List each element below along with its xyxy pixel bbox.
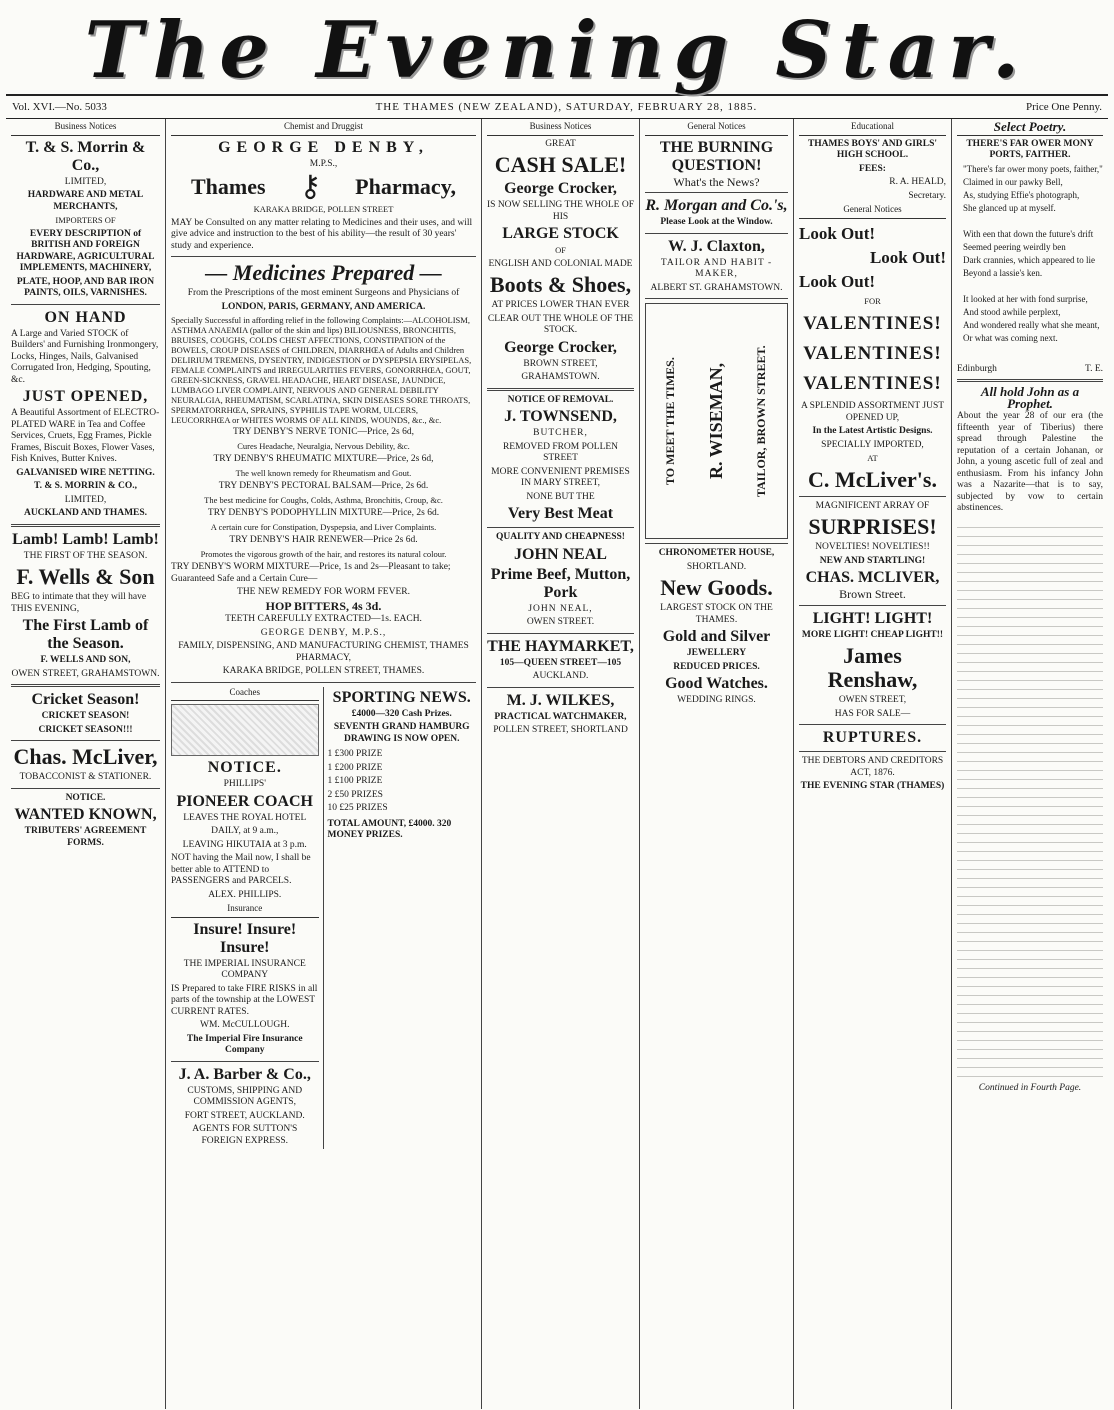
large-stock-heading: LARGE STOCK bbox=[502, 225, 619, 242]
text: TRIBUTERS' AGREEMENT FORMS. bbox=[24, 826, 147, 848]
morrin-heading: T. & S. Morrin & Co., bbox=[25, 138, 146, 174]
text: Thames bbox=[191, 174, 266, 199]
text: THE FIRST OF THE SEASON. bbox=[23, 550, 148, 561]
text: OWEN STREET, GRAHAMSTOWN. bbox=[11, 668, 160, 679]
text: GRAHAMSTOWN. bbox=[521, 372, 600, 382]
text: LEAVES THE ROYAL HOTEL bbox=[183, 812, 307, 823]
mcliver-heading: C. McLiver's. bbox=[808, 466, 937, 492]
text: JEWELLERY bbox=[686, 648, 747, 658]
text: R. WISEMAN, bbox=[705, 362, 726, 480]
text: JOHN NEAL, bbox=[528, 603, 593, 614]
text: The Imperial Fire Insurance Company bbox=[186, 1033, 303, 1055]
text: From the Prescriptions of the most eminent Surgeons and Physicians of bbox=[187, 288, 460, 298]
prize-row: 1 £100 PRIZE bbox=[327, 776, 383, 786]
text: CRICKET SEASON! bbox=[41, 711, 130, 721]
insure-heading: Insure! Insure! Insure! bbox=[193, 920, 297, 956]
text: AUCKLAND. bbox=[532, 671, 589, 681]
price: Price One Penny. bbox=[1026, 101, 1102, 113]
text: George Crocker, bbox=[504, 338, 617, 356]
text: 105—QUEEN STREET—105 bbox=[499, 657, 622, 668]
poem-line: "There's far ower mony poets, faither," bbox=[963, 163, 1103, 174]
notice-heading: NOTICE. bbox=[207, 759, 282, 776]
text: Pharmacy, bbox=[355, 174, 456, 199]
barber-heading: J. A. Barber & Co., bbox=[178, 1065, 311, 1083]
poem-line: Seemed peering weirdly ben bbox=[963, 241, 1066, 252]
divider bbox=[11, 304, 160, 305]
neal-heading: JOHN NEAL bbox=[514, 545, 607, 563]
volume-number: Vol. XVI.—No. 5033 bbox=[12, 101, 107, 113]
column-header: Chemist and Druggist bbox=[171, 121, 476, 136]
divider bbox=[487, 527, 634, 528]
text: AUCKLAND AND THAMES. bbox=[23, 508, 148, 518]
divider bbox=[487, 388, 634, 391]
text: SHORTLAND. bbox=[686, 561, 747, 572]
poem-line: Or what was coming next. bbox=[963, 332, 1058, 343]
wiseman-advert bbox=[645, 303, 788, 539]
text: NOTICE. bbox=[65, 792, 106, 803]
text: T. & S. MORRIN & CO., bbox=[33, 481, 137, 491]
text: NOTICE OF REMOVAL. bbox=[507, 394, 614, 405]
text: Brown Street. bbox=[839, 587, 906, 601]
poem-line: Beyond a lassie's ken. bbox=[963, 267, 1043, 278]
text: AT bbox=[867, 453, 878, 463]
townsend-heading: J. TOWNSEND, bbox=[504, 408, 617, 425]
text: Promotes the vigorous growth of the hair, and restores its natural colour. bbox=[200, 548, 447, 559]
text: BUTCHER, bbox=[533, 428, 588, 438]
text: SEVENTH GRAND HAMBURG DRAWING IS NOW OPEN. bbox=[333, 722, 470, 744]
text: FEES: bbox=[859, 163, 886, 174]
text: KARAKA BRIDGE, POLLEN STREET bbox=[253, 204, 394, 214]
text: CLEAR OUT THE WHOLE OF THE STOCK. bbox=[487, 313, 634, 335]
text: M.P.S., bbox=[309, 158, 338, 169]
text: TEETH CAREFULLY EXTRACTED—1s. EACH. bbox=[225, 614, 422, 624]
poem-line: She glanced up at myself. bbox=[963, 202, 1056, 213]
watches-heading: Good Watches. bbox=[665, 675, 768, 692]
text: TRY DENBY'S HAIR RENEWER—Price 2s 6d. bbox=[229, 535, 418, 545]
just-opened-heading: JUST OPENED, bbox=[22, 388, 149, 405]
wanted-heading: WANTED KNOWN, bbox=[14, 806, 157, 823]
column-business-notices-2 bbox=[482, 119, 640, 1409]
surprises-heading: SURPRISES! bbox=[808, 514, 937, 539]
text: EVERY DESCRIPTION of BRITISH AND FOREIGN HARDWARE, AGRICULTURAL IMPLEMENTS, MACHINERY, bbox=[16, 228, 155, 273]
text: PRACTICAL WATCHMAKER, bbox=[494, 711, 627, 722]
column-header: General Notices bbox=[799, 204, 946, 219]
text: FAMILY, DISPENSING, AND MANUFACTURING CHEMIST, THAMES PHARMACY, bbox=[178, 641, 469, 663]
text: GREAT bbox=[545, 138, 576, 149]
text: HAS FOR SALE— bbox=[834, 708, 911, 719]
text: Please Look at the Window. bbox=[660, 217, 773, 227]
divider bbox=[487, 687, 634, 688]
column-header: General Notices bbox=[645, 121, 788, 136]
text: A SPLENDID ASSORTMENT JUST OPENED UP, bbox=[800, 401, 945, 423]
poem-line: With een that down the future's drift bbox=[963, 228, 1094, 239]
text: TRY DENBY'S RHEUMATIC MIXTURE—Price, 2s 6d, bbox=[213, 454, 434, 464]
text: IS NOW SELLING THE WHOLE OF HIS bbox=[487, 200, 634, 222]
text: GALVANISED WIRE NETTING. bbox=[16, 467, 155, 478]
light-heading: LIGHT! LIGHT! bbox=[812, 609, 933, 627]
text: SPECIALLY IMPORTED, bbox=[821, 439, 924, 450]
column-header: Business Notices bbox=[487, 121, 634, 136]
pioneer-heading: PIONEER COACH bbox=[176, 792, 313, 810]
text: ENGLISH AND COLONIAL MADE bbox=[488, 258, 633, 269]
renshaw-heading: James Renshaw, bbox=[827, 643, 918, 692]
text: NOT having the Mail now, I shall be better able to ATTEND to PASSENGERS and PARCELS. bbox=[171, 853, 311, 886]
column-header: Educational bbox=[799, 121, 946, 136]
divider bbox=[799, 496, 946, 497]
lamb-heading: Lamb! Lamb! Lamb! bbox=[12, 530, 159, 548]
burning-question-heading: THE BURNING QUESTION! bbox=[659, 138, 774, 174]
prize-row: 2 £50 PRIZES bbox=[327, 789, 383, 800]
text: MAY be Consulted on any matter relating to Medicines and their uses, and will give advice and instruction to the best of his ability—the result of 30 years' study and experience. bbox=[171, 217, 473, 251]
column-business-notices-1 bbox=[6, 119, 166, 1409]
text: HOP BITTERS, 4s 3d. bbox=[265, 598, 382, 613]
text: The best medicine for Coughs, Colds, Asthma, Bronchitis, Croup, &c. bbox=[204, 494, 443, 505]
poem-line: And stood awhile perplext, bbox=[963, 306, 1061, 317]
column-general-notices bbox=[640, 119, 794, 1409]
text: OWEN STREET. bbox=[526, 617, 595, 627]
valentines-heading: VALENTINES! bbox=[803, 313, 942, 334]
text: ALBERT ST. GRAHAMSTOWN. bbox=[650, 282, 783, 293]
text: TOBACCONIST & STATIONER. bbox=[19, 772, 152, 782]
text: F. WELLS AND SON, bbox=[40, 655, 131, 665]
text: BEG to intimate that they will have THIS EVENING, bbox=[11, 592, 147, 614]
medicines-heading: — Medicines Prepared — bbox=[205, 260, 442, 285]
cricket-heading: Cricket Season! bbox=[31, 691, 140, 708]
text: THE DEBTORS AND CREDITORS ACT, 1876. bbox=[801, 756, 944, 778]
text: MORE CONVENIENT PREMISES IN MARY STREET, bbox=[491, 466, 630, 488]
on-hand-heading: ON HAND bbox=[44, 308, 127, 326]
denby-heading: GEORGE DENBY, bbox=[218, 138, 429, 156]
pharmacy-title bbox=[171, 172, 476, 202]
text: NEW AND STARTLING! bbox=[819, 555, 926, 566]
coach-illustration bbox=[171, 704, 319, 756]
divider bbox=[645, 298, 788, 299]
text: MAGNIFICENT ARRAY OF bbox=[815, 500, 930, 511]
divider bbox=[171, 256, 476, 257]
poem-line: As, studying Effie's photograph, bbox=[963, 189, 1080, 200]
divider bbox=[11, 788, 160, 789]
column-header: Insurance bbox=[171, 903, 319, 918]
wilkes-heading: M. J. WILKES, bbox=[506, 691, 615, 709]
poem-title: THERE'S FAR OWER MONY PORTS, FAITHER. bbox=[966, 138, 1094, 160]
text: DAILY, at 9 a.m., bbox=[211, 826, 279, 836]
text: TRY DENBY'S PODOPHYLLIN MIXTURE—Price, 2s 6d. bbox=[207, 508, 440, 518]
dateline bbox=[6, 96, 1108, 119]
text: THE EVENING STAR (THAMES) bbox=[800, 781, 945, 791]
boots-heading: Boots & Shoes, bbox=[489, 272, 632, 297]
divider bbox=[799, 751, 946, 752]
masthead-title: The Evening Star. bbox=[84, 5, 1030, 96]
text: REMOVED FROM POLLEN STREET bbox=[502, 441, 619, 463]
poem bbox=[957, 164, 1103, 344]
meat-heading: Very Best Meat bbox=[507, 505, 614, 522]
text: R. A. HEALD, bbox=[889, 177, 946, 187]
prophet-heading: All hold John as a Prophet. bbox=[980, 384, 1080, 411]
text: WEDDING RINGS. bbox=[677, 695, 756, 705]
masthead bbox=[6, 6, 1108, 96]
article-text: About the year 28 of our era (the fifteenth year of Tiberius) there spread through Palestine the reputation of a certain Johanan, or John, a young ascetic full of zeal and enthusiasm. From his infancy John was a Nazarite—that is to say, subjected by vow to certain abstinences. bbox=[957, 411, 1103, 513]
ruptures-heading: RUPTURES. bbox=[822, 729, 923, 746]
sporting-news bbox=[324, 687, 477, 1150]
text: £4000—320 Cash Prizes. bbox=[351, 708, 452, 719]
column-header: Business Notices bbox=[11, 121, 160, 136]
look-out-1: Look Out! bbox=[799, 223, 876, 243]
text: TOTAL AMOUNT, £4000. 320 MONEY PRIZES. bbox=[327, 818, 452, 840]
text: Continued in Fourth Page. bbox=[978, 1082, 1082, 1093]
look-out-3: Look Out! bbox=[799, 271, 876, 291]
text: IS Prepared to take FIRE RISKS in all parts of the township at the LOWEST CURRENT RATES. bbox=[171, 983, 318, 1017]
text: LIMITED, bbox=[64, 176, 107, 187]
text: CRICKET SEASON!!! bbox=[38, 724, 133, 735]
first-lamb-heading: The First Lamb of the Season. bbox=[22, 617, 149, 652]
text: POLLEN STREET, SHORTLAND bbox=[493, 725, 628, 735]
text: Specially Successful in affording relief in the following Complaints:—ALCOHOLISM, ASTHMA ANAEMIA (pallor of the skin and lips) BILIOUSNESS, BRONCHITIS, BRUISES, COUGHS, COLDS CHEST AFFECTIONS, CONSTIPATION of the BOWELS, CROUP DISEASES of CHILDREN, DIARRHŒA of Adults and Children DELIRIUM TREMENS, DYSENTRY, INDIGESTION or DYSPEPSIA ERYSIPELAS, FEMALE COMPLAINTS and IRREGULARITIES FEVERS, GONORRHŒA, GOUT, GREEN-SICKNESS, GRAVEL HEADACHE, HEART DISEASE, JAUNDICE, LUMBAGO LIVER COMPLAINT, NERVOUS AND GENERAL DEBILITY NEURALGIA, RHEUMATISM, SCARLATINA, SKIN DISEASES SORE THROATS, SPERMATORRHŒA, SPRAINS, SYPHILIS TAPE WORM, ULCERS, LEUCORRHŒA or WHITES WORMS OF ALL KINDS, WOUNDS, &c., &c. bbox=[171, 315, 472, 425]
divider bbox=[11, 740, 160, 741]
sporting-heading: SPORTING NEWS. bbox=[332, 688, 471, 706]
text: TRY DENBY'S PECTORAL BALSAM—Price, 2s 6d. bbox=[218, 481, 429, 491]
lower-split bbox=[171, 687, 476, 1150]
text: THE NEW REMEDY FOR WORM FEVER. bbox=[237, 587, 410, 597]
text: T. E. bbox=[1084, 363, 1103, 374]
wells-heading: F. Wells & Son bbox=[16, 564, 155, 589]
text: A certain cure for Constipation, Dyspepsia, and Liver Complaints. bbox=[210, 521, 437, 532]
text: FOR bbox=[864, 295, 881, 306]
divider bbox=[799, 605, 946, 606]
text: TO MEET THE TIMES. bbox=[663, 357, 678, 485]
text: TRY DENBY'S NERVE TONIC—Price, 2s 6d, bbox=[232, 427, 414, 437]
prize-list bbox=[328, 749, 477, 815]
column-header: Select Poetry. bbox=[957, 121, 1103, 136]
text: TAILOR, BROWN STREET. bbox=[754, 345, 769, 497]
text: CUSTOMS, SHIPPING AND COMMISSION AGENTS, bbox=[187, 1085, 303, 1107]
divider bbox=[11, 684, 160, 687]
text: What's the News? bbox=[673, 174, 760, 189]
text: PHILLIPS' bbox=[223, 779, 266, 789]
text: KARAKA BRIDGE, POLLEN STREET, THAMES. bbox=[222, 666, 425, 676]
gold-silver-heading: Gold and Silver bbox=[662, 628, 771, 645]
morgan-heading: R. Morgan and Co.'s, bbox=[645, 197, 788, 214]
poem-signature bbox=[957, 364, 1103, 376]
text: OWEN STREET, bbox=[838, 695, 907, 705]
text: Prime Beef, Mutton, Pork bbox=[490, 565, 631, 601]
valentines-heading: VALENTINES! bbox=[803, 373, 942, 394]
crocker-heading: George Crocker, bbox=[504, 180, 617, 197]
text: IMPORTERS OF bbox=[55, 215, 116, 225]
text: TAILOR AND HABIT - MAKER, bbox=[660, 257, 773, 279]
text: Cures Headache, Neuralgia, Nervous Debility, &c. bbox=[237, 440, 410, 451]
poem-line: Dark crannies, which appeared to lie bbox=[963, 254, 1095, 265]
column-poetry bbox=[952, 119, 1108, 1409]
poem-line: Claimed in our pawky Bell, bbox=[963, 176, 1063, 187]
text: PLATE, HOOP, AND BAR IRON PAINTS, OILS, VARNISHES. bbox=[16, 276, 155, 298]
text: LONDON, PARIS, GERMANY, AND AMERICA. bbox=[221, 301, 426, 312]
valentines-heading: VALENTINES! bbox=[803, 343, 942, 364]
text: ALEX. PHILLIPS. bbox=[208, 889, 282, 900]
new-goods-heading: New Goods. bbox=[660, 575, 773, 600]
text: THAMES BOYS' AND GIRLS' HIGH SCHOOL. bbox=[807, 138, 938, 160]
divider bbox=[799, 724, 946, 725]
text: MORE LIGHT! CHEAP LIGHT!! bbox=[801, 629, 944, 640]
text: BROWN STREET, bbox=[523, 358, 598, 369]
text: Secretary. bbox=[908, 190, 946, 201]
text: THE IMPERIAL INSURANCE COMPANY bbox=[183, 958, 306, 980]
text: AT PRICES LOWER THAN EVER bbox=[491, 300, 630, 310]
prize-row: 1 £300 PRIZE bbox=[327, 749, 383, 759]
text: REDUCED PRICES. bbox=[673, 661, 760, 672]
text: LEAVING HIKUTAIA at 3 p.m. bbox=[182, 839, 307, 850]
poem-line: It looked at her with fond surprise, bbox=[963, 293, 1088, 304]
divider bbox=[645, 233, 788, 234]
key-icon: ⚷ bbox=[299, 170, 322, 204]
text: OF bbox=[555, 245, 566, 255]
look-out-2: Look Out! bbox=[869, 247, 946, 267]
column-chemist bbox=[166, 119, 482, 1409]
divider bbox=[957, 379, 1103, 382]
column-header: Coaches bbox=[171, 687, 319, 702]
text: AGENTS FOR SUTTON'S FOREIGN EXPRESS. bbox=[192, 1124, 298, 1146]
text: NONE BUT THE bbox=[526, 491, 595, 502]
text: TRY DENBY'S WORM MIXTURE—Price, 1s and 2s—Pleasant to take; Guaranteed Safe and a Certain Cure— bbox=[171, 562, 451, 584]
text: FORT STREET, AUCKLAND. bbox=[184, 1110, 305, 1121]
text: A Beautiful Assortment of ELECTRO-PLATED WARE in Tea and Coffee Services, Cruets, Egg Frames, Pickle Frames, Biscuit Boxes, Flower Vases, Fish Knives, Butter Knives. bbox=[11, 408, 160, 464]
divider bbox=[487, 633, 634, 634]
text: GEORGE DENBY, M.P.S., bbox=[260, 627, 387, 638]
date-location: THE THAMES (NEW ZEALAND), SATURDAY, FEBRUARY 28, 1885. bbox=[375, 101, 758, 113]
text: In the Latest Artistic Designs. bbox=[812, 426, 933, 436]
divider bbox=[171, 1061, 319, 1062]
article-body-placeholder bbox=[957, 519, 1103, 1079]
text: The well known remedy for Rheumatism and Gout. bbox=[235, 467, 412, 478]
text: WM. McCULLOUGH. bbox=[200, 1020, 290, 1030]
text: CHAS. MCLIVER, bbox=[805, 569, 940, 586]
cash-sale-heading: CASH SALE! bbox=[494, 152, 627, 177]
text: QUALITY AND CHEAPNESS! bbox=[496, 532, 625, 542]
divider bbox=[645, 192, 788, 193]
text: NOVELTIES! NOVELTIES!! bbox=[815, 542, 930, 552]
claxton-heading: W. J. Claxton, bbox=[668, 237, 765, 255]
text: Edinburgh bbox=[957, 363, 997, 374]
text: LARGEST STOCK ON THE THAMES. bbox=[660, 603, 773, 625]
haymarket-heading: THE HAYMARKET, bbox=[487, 637, 634, 655]
text: CHRONOMETER HOUSE, bbox=[658, 548, 775, 558]
columns bbox=[6, 119, 1108, 1409]
text: LIMITED, bbox=[64, 494, 107, 505]
column-educational bbox=[794, 119, 952, 1409]
divider bbox=[171, 682, 476, 683]
divider bbox=[645, 543, 788, 544]
prize-row: 1 £200 PRIZE bbox=[327, 762, 383, 773]
mcliver-heading: Chas. McLiver, bbox=[13, 744, 158, 769]
coaches-insurance bbox=[171, 687, 324, 1150]
poem-line: And wondered really what she meant, bbox=[963, 319, 1100, 330]
text: A Large and Varied STOCK of Builders' and Furnishing Ironmongery, Locks, Hinges, Nails, Galvanised Corrugated Iron, Hedging, Spouting, &c. bbox=[11, 328, 159, 385]
divider bbox=[11, 524, 160, 527]
text: HARDWARE AND METAL MERCHANTS, bbox=[27, 190, 144, 212]
prize-row: 10 £25 PRIZES bbox=[327, 803, 388, 813]
